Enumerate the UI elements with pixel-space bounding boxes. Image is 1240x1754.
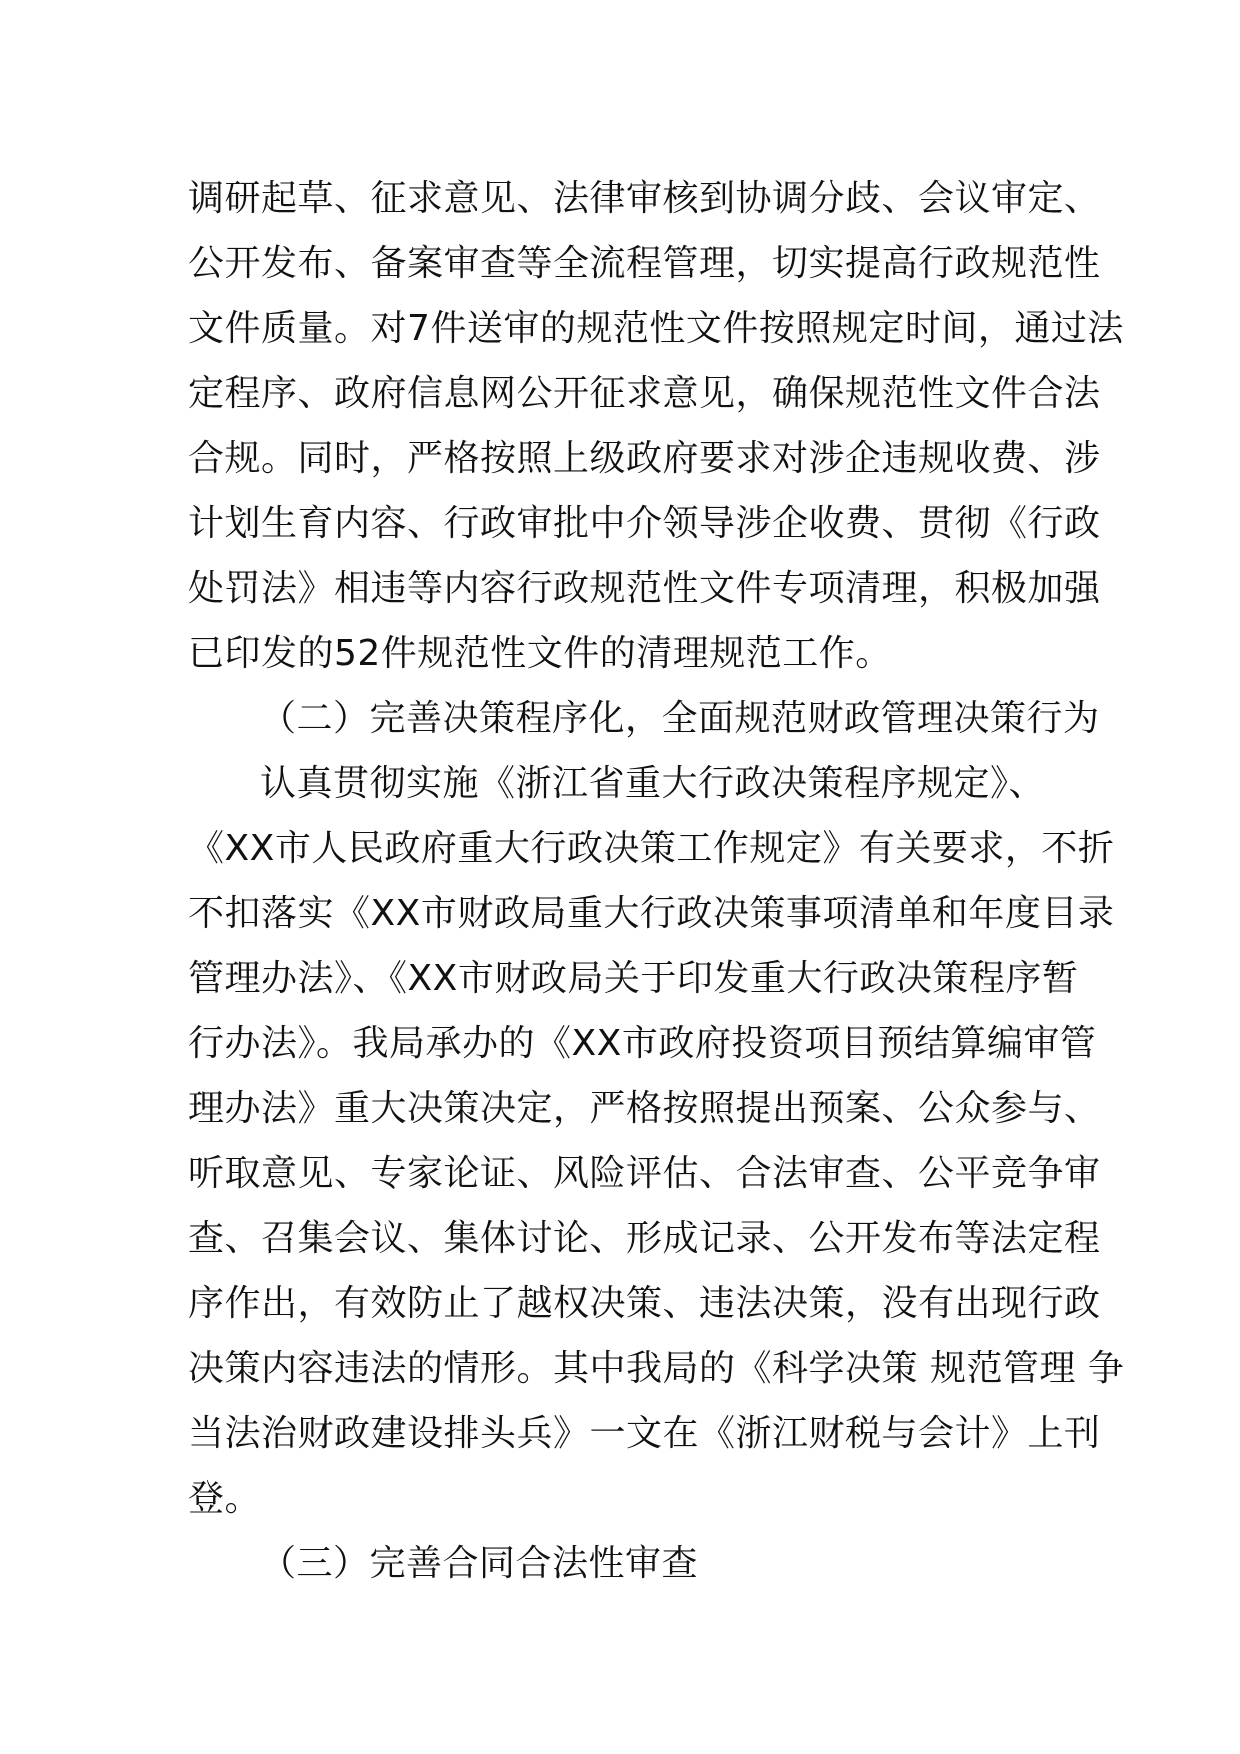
paragraph-line: 当法治财政建设排头兵》一文在《浙江财税与会计》上刊 bbox=[188, 1413, 1101, 1454]
paragraph-line: 定程序、政府信息网公开征求意见，确保规范性文件合法 bbox=[188, 373, 1101, 414]
paragraph-line: 登。 bbox=[188, 1478, 262, 1519]
paragraph-line: 认真贯彻实施《浙江省重大行政决策程序规定》、 bbox=[260, 763, 1046, 804]
paragraph-line: 理办法》重大决策决定，严格按照提出预案、公众参与、 bbox=[188, 1088, 1101, 1129]
paragraph-line: 调研起草、征求意见、法律审核到协调分歧、会议审定、 bbox=[188, 178, 1101, 219]
paragraph-line: 不扣落实《XX市财政局重大行政决策事项清单和年度目录 bbox=[188, 893, 1115, 934]
paragraph-line: 处罚法》相违等内容行政规范性文件专项清理，积极加强 bbox=[188, 568, 1101, 609]
paragraph-line: 文件质量。对7件送审的规范性文件按照规定时间，通过法 bbox=[188, 308, 1124, 349]
paragraph-line: 听取意见、专家论证、风险评估、合法审查、公平竞争审 bbox=[188, 1153, 1101, 1194]
document-body bbox=[188, 166, 1125, 1596]
paragraph-line: 计划生育内容、行政审批中介领导涉企收费、贯彻《行政 bbox=[188, 503, 1101, 544]
paragraph-line: 《XX市人民政府重大行政决策工作规定》有关要求，不折 bbox=[188, 828, 1115, 869]
paragraph-line: 决策内容违法的情形。其中我局的《科学决策 规范管理 争 bbox=[188, 1348, 1125, 1389]
paragraph-line: 公开发布、备案审查等全流程管理，切实提高行政规范性 bbox=[188, 243, 1101, 284]
paragraph-line: 已印发的52件规范性文件的清理规范工作。 bbox=[188, 633, 892, 674]
paragraph-line: 管理办法》、《XX市财政局关于印发重大行政决策程序暂 bbox=[188, 958, 1079, 999]
paragraph-line: 行办法》。我局承办的《XX市政府投资项目预结算编审管 bbox=[188, 1023, 1097, 1064]
section-heading: （二）完善决策程序化，全面规范财政管理决策行为 bbox=[260, 698, 1100, 739]
paragraph-line: 查、召集会议、集体讨论、形成记录、公开发布等法定程 bbox=[188, 1218, 1101, 1259]
paragraph-line: 序作出，有效防止了越权决策、违法决策，没有出现行政 bbox=[188, 1283, 1101, 1324]
section-heading: （三）完善合同合法性审查 bbox=[260, 1543, 699, 1584]
paragraph-line: 合规。同时，严格按照上级政府要求对涉企违规收费、涉 bbox=[188, 438, 1101, 479]
